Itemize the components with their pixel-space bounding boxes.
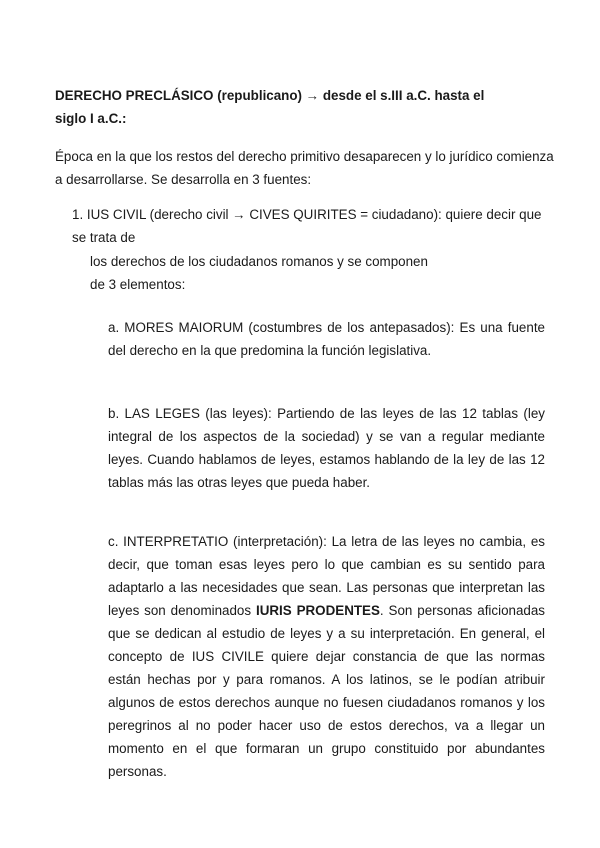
list-item-ius-civil [72,203,552,249]
subitem-c-text-after: . Son personas aficionadas que se dedican al estudio de leyes y a su interpretación. En general, el concepto de IUS CIVILE quiere dejar constancia de que las normas están hechas por y para romanos. A los latinos, se le podían atribuir algunos de estos derechos aunque no fuesen ciudadanos romanos y los peregrinos al no poder hacer uso de estos derechos, va a llegar un momento en el que formaran un grupo constituido por abundantes personas. [108,603,546,779]
intro-paragraph [55,145,555,191]
item1-line-1: 1. IUS CIVIL (derecho civil → CIVES QUIRITES = ciudadano): quiere decir que [72,207,542,222]
section-heading [55,84,555,130]
list-item-ius-civil-continued [90,250,450,296]
subitem-interpretatio [108,530,545,783]
subitem-mores-maiorum: a. MORES MAIORUM (costumbres de los antepasados): Es una fuente del derecho en la que predomina la función legislativa. [108,320,545,358]
subitem-las-leges: b. LAS LEGES (las leyes): Partiendo de las leyes de las 12 tablas (ley integral de los aspectos de la sociedad) y se van a regular mediante leyes. Cuando hablamos de leyes, estamos hablando de la ley de las 12 tablas más las otras leyes que pueda haber. [108,406,545,490]
intro-line-2: a desarrollarse. Se desarrolla en 3 fuentes: [55,172,312,187]
item1-line-4: de 3 elementos: [90,277,186,292]
item1-line-2: se trata de [72,230,136,245]
subitem-c-text-before: c. INTERPRETATIO (interpretación): La letra de las leyes no cambia, es decir, que toman esas leyes pero lo que cambian es su sentido para adaptarlo a las necesidades que sean. Las personas que interpretan las leyes son denominados [108,534,545,618]
term-iuris-prodentes: IURIS PRODENTES [255,603,380,618]
heading-line-2: siglo I a.C.: [55,111,127,126]
item1-line-3: los derechos de los ciudadanos romanos y se componen [90,254,428,269]
intro-line-1: Época en la que los restos del derecho primitivo desaparecen y lo jurídico comienza [55,149,554,164]
heading-line-1: DERECHO PRECLÁSICO (republicano) → desde el s.III a.C. hasta el [55,88,485,103]
